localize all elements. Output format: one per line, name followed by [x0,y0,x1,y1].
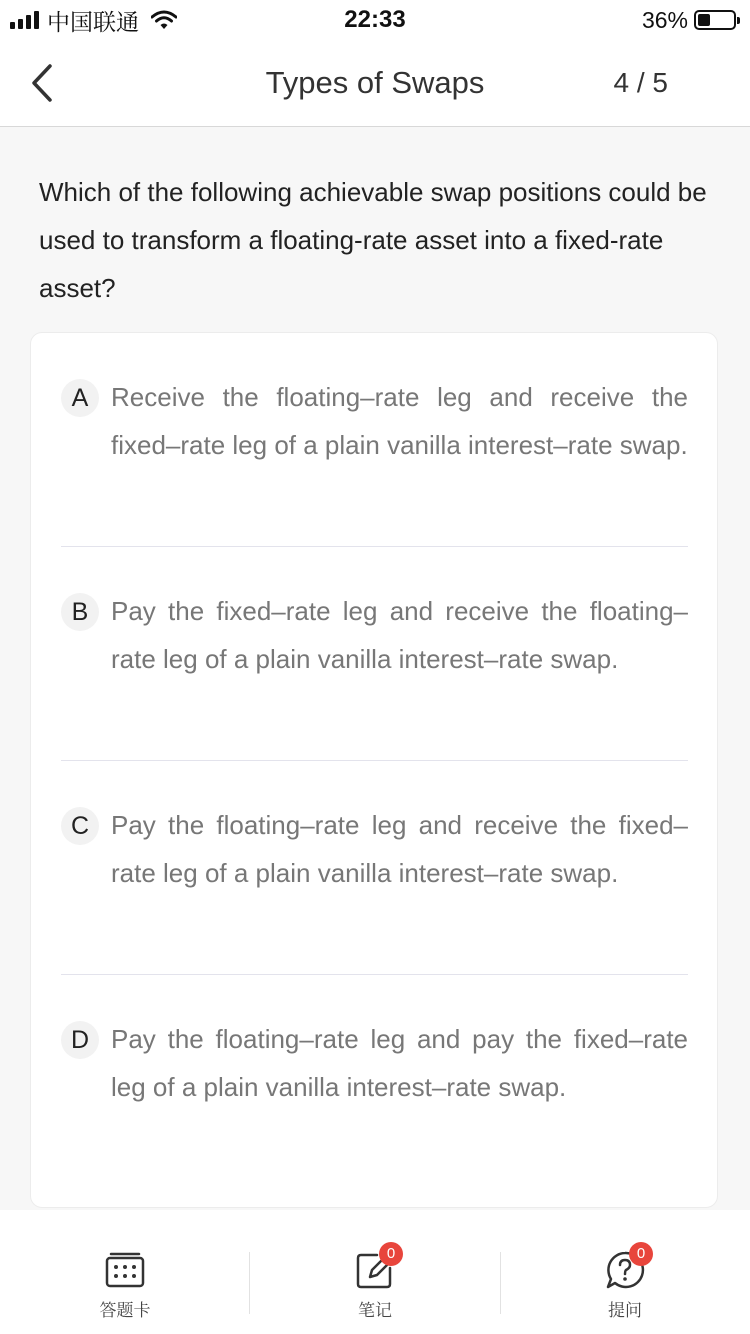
option-c[interactable] [61,801,688,897]
status-time: 22:33 [344,6,406,33]
bottom-toolbar [0,1210,750,1334]
ask-question-button[interactable] [500,1210,750,1334]
battery-level-fill [698,14,710,26]
notes-label: 笔记 [358,1301,392,1320]
option-divider [61,974,688,975]
option-divider [61,760,688,761]
ask-question-label: 提问 [608,1301,642,1320]
answer-card-button[interactable] [0,1210,250,1334]
option-letter: B [61,593,99,631]
option-text: Receive the floating–rate leg and receive the fixed–rate leg of a plain vanilla interest–rate swap. [111,382,688,460]
battery-tip [737,17,740,24]
battery-percentage: 36% [641,6,688,33]
answer-card-icon [105,1250,145,1290]
option-letter: D [61,1021,99,1059]
option-text: Pay the floating–rate leg and pay the fixed–rate leg of a plain vanilla interest–rate swap. [111,1024,688,1102]
nav-bar [0,40,750,127]
answer-card-label: 答题卡 [99,1301,151,1320]
questions-count-badge: 0 [629,1242,653,1266]
option-text: Pay the floating–rate leg and receive the fixed–rate leg of a plain vanilla interest–rate swap. [111,810,688,888]
option-divider [61,546,688,547]
notes-count-badge: 0 [379,1242,403,1266]
battery-icon [694,10,736,30]
status-bar-right [642,6,736,34]
notes-button[interactable] [250,1210,500,1334]
option-b[interactable] [61,587,688,683]
carrier-name: 中国联通 [47,8,139,35]
option-letter: C [61,807,99,845]
option-d[interactable] [61,1015,688,1111]
status-bar [0,0,750,40]
question-progress: 4 / 5 [613,67,668,98]
option-a[interactable] [61,373,688,469]
page-title: Types of Swaps [265,65,485,100]
option-letter: A [61,379,99,417]
options-card [30,332,718,1208]
option-text: Pay the fixed–rate leg and receive the floating–rate leg of a plain vanilla interest–rate swap. [111,596,688,674]
question-text: Which of the following achievable swap positions could be used to transform a floating-rate asset into a fixed-rate asset? [39,177,707,303]
